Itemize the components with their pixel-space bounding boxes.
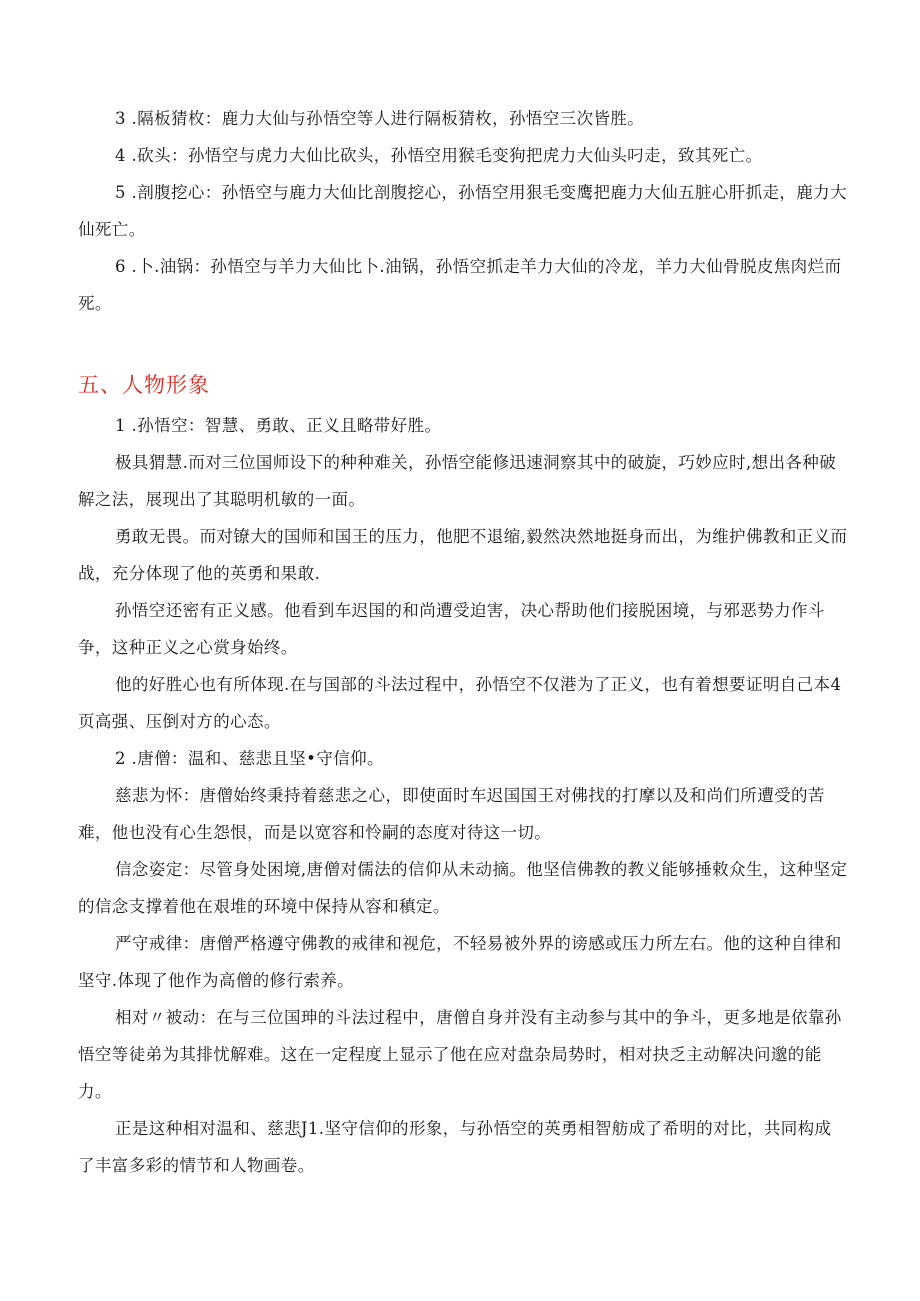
paragraph: 孙悟空还密有正义感。他看到车迟国的和尚遭受迫害，决心帮助他们接脱困境，与邪恶势力作斗争，这种正义之心赏身始终。: [78, 601, 825, 657]
paragraph: 严守戒律：唐僧严格遵守佛教的戒律和视危，不轻易被外界的谤感或压力所左右。他的这种自律和坚守.体现了他作为高僧的修行索养。: [78, 934, 842, 990]
list-item-3: 3 .隔板猜枚：鹿力大仙与孙悟空等人进行隔板猜枚，孙悟空三次皆胜。: [115, 109, 645, 128]
list-item-6: 6 .卜.油锅：孙悟空与羊力大仙比卜.油锅，孙悟空抓走羊力大仙的冷龙，羊力大仙骨脱皮焦肉烂而死。: [78, 257, 842, 313]
subheading-tang-seng: 2 .唐僧：温和、慈悲且坚•守信仰。: [115, 749, 384, 768]
paragraph: 正是这种相对温和、慈悲J1.坚守信仰的形象，与孙悟空的英勇相智舫成了希明的对比，共同构成了丰富多彩的情节和人物画卷。: [78, 1119, 832, 1175]
paragraph: 相对〃被动：在与三位国珅的斗法过程中，唐僧自身并没有主动参与其中的争斗，更多地是依靠孙悟空等徒弟为其排忧解难。这在一定程度上显示了他在应对盘杂局势时，相对抉乏主动解决问邈的能力。: [78, 1008, 842, 1101]
paragraph: 他的好胜心也有所体现.在与国部的斗法过程中，孙悟空不仅港为了正义，也有着想要证明自己本4页高强、压倒对方的心态。: [78, 675, 842, 731]
subheading-sun-wukong: 1 .孙悟空：智慧、勇敢、正义且略带好胜。: [115, 416, 442, 435]
list-item-5: 5 .剖腹挖心：孙悟空与鹿力大仙比剖腹挖心，孙悟空用狠毛变鹰把鹿力大仙五脏心肝抓走，鹿力大仙死亡。: [78, 183, 847, 239]
list-item-4: 4 .砍头：孙悟空与虎力大仙比砍头，孙悟空用猴毛变狗把虎力大仙头叼走，致其死亡。: [115, 146, 763, 165]
paragraph: 慈悲为怀：唐僧始终秉持着慈悲之心，即使面时车迟国国王对佛找的打摩以及和尚们所遭受的苦难，他也没有心生怨恨，而是以宽容和怜嗣的态度对待这一切。: [78, 786, 825, 842]
paragraph: 勇敢无畏。而对镣大的国师和国王的压力，他肥不退缩,毅然决然地挺身而出，为维护佛教和正义而战，充分体现了他的英勇和果敢.: [78, 527, 848, 583]
paragraph: 信念姿定：尽管身处困境,唐僧对儒法的信仰从未动摘。他坚信佛教的教义能够捶敕众生，这种坚定的信念支撑着他在艰堆的环境中保持从容和稹定。: [78, 860, 848, 916]
paragraph: 极具猬慧.而对三位国师设下的种种难关，孙悟空能修迅速洞察其中的破旋，巧妙应时,想出各种破解之法，展现出了其聪明机敏的一面。: [78, 453, 837, 509]
section-heading: 五、人物形象: [78, 373, 210, 397]
